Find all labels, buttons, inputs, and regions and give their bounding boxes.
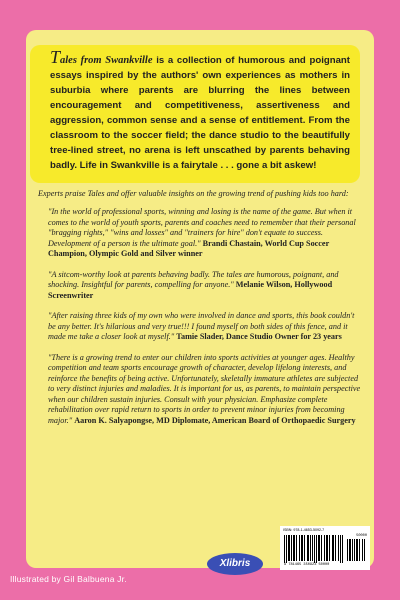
quote-attribution: Aaron K. Salyapongse, MD Diplomate, American Board of Orthopaedic Surgery — [74, 415, 356, 425]
praise-quote — [48, 353, 363, 427]
quote-attribution: Tamie Slader, Dance Studio Owner for 23 years — [176, 332, 342, 341]
illustrator-credit: Illustrated by Gil Balbuena Jr. — [10, 574, 127, 584]
blurb-text — [50, 47, 350, 173]
price-code: 50000 — [356, 534, 367, 538]
praise-quote — [48, 311, 363, 343]
quote-text: "After raising three kids of my own who were involved in dance and sports, this book couldn't be any better. It's hilarious and very true!!! I found myself on both sides of this fence, and it made me take a closer look at myself." — [48, 311, 355, 341]
praise-quote — [48, 270, 363, 302]
blurb-drop-cap: T — [50, 47, 61, 67]
quote-text: "There is a growing trend to enter our children into sports activities at younger ages. Healthy competition and team sports encourage growth of character, develop lifelong interests, and reinforce the benefits of being active. Unfortunately, skeletally immature athletes are subjected to very distinct injuries and maladies. It is important for us, as parents, to maintain perspective when our children sustain injuries. Consult with your physician. Emphasize complete rehabilitation over rapid return to sports in order to prevent minor injuries from becoming major." — [48, 352, 361, 425]
barcode-number: 9 781465 350923 50000 — [284, 563, 330, 567]
publisher-logo: Xlibris — [207, 553, 263, 575]
barcode-bars — [284, 535, 366, 563]
barcode — [280, 526, 370, 570]
blurb-book-title: ales from Swankville — [60, 55, 153, 66]
blurb-body: is a collection of humorous and poignant essays inspired by the authors' own experiences as mothers in suburbia where parents are blurring the lines between encouragement and competitiveness, assertiveness and aggression, common sense and a sense of entitlement. From the classroom to the soccer field; the dance studio to the beautifully tree-lined street, no arena is left unscathed by parents behaving badly. Life in Swankville is a fairytale . . . gone a bit askew! — [50, 55, 350, 171]
quote-text: "In the world of professional sports, winning and losing is the name of the game. But when it comes to the world of youth sports, parents and coaches need to remember that their personal "bragging rights," "wins and losses" and "trainers for hire" don't equate to success. Development of a person is the ultimate goal." — [48, 207, 356, 248]
praise-quote — [48, 207, 363, 260]
quote-text: "A sitcom-worthy look at parents behaving badly. The tales are humorous, poignant, and shocking. Insightful for parents, compelling for anyone." — [48, 269, 339, 289]
quote-attribution: Melanie Wilson, Hollywood Screenwriter — [48, 280, 333, 300]
praise-section — [38, 188, 363, 436]
quote-attribution: Brandi Chastain, World Cup Soccer Champion, Olympic Gold and Silver winner — [48, 238, 330, 258]
praise-intro: Experts praise Tales and offer valuable insights on the growing trend of pushing kids too hard: — [38, 189, 349, 198]
isbn-label: ISBN: 978-1-4653-5092-7 — [283, 528, 325, 532]
